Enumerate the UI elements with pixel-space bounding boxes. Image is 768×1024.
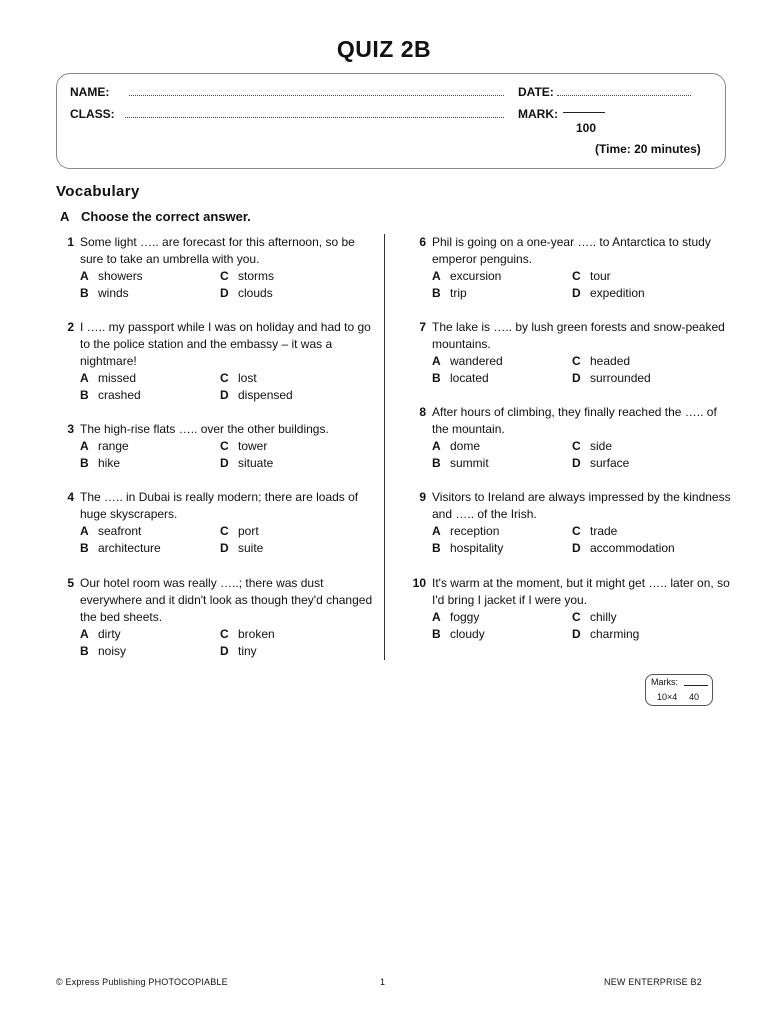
answer-option[interactable] — [432, 370, 572, 387]
answer-option[interactable] — [220, 285, 370, 302]
answer-option[interactable] — [80, 523, 220, 540]
answer-option[interactable] — [220, 387, 370, 404]
answer-options — [80, 370, 380, 404]
option-letter: A — [432, 269, 441, 283]
option-text: located — [450, 371, 489, 385]
option-text: architecture — [98, 541, 161, 555]
question-text: Phil is going on a one-year ….. to Antarctica to study emperor penguins. — [432, 235, 711, 266]
option-text: tiny — [238, 644, 257, 658]
question-number: 10 — [412, 576, 426, 590]
option-letter: C — [572, 610, 581, 624]
footer-copyright: © Express Publishing PHOTOCOPIABLE — [56, 977, 228, 987]
answer-options — [80, 268, 380, 302]
option-letter: D — [572, 541, 581, 555]
option-letter: B — [432, 456, 441, 470]
option-text: clouds — [238, 286, 273, 300]
answer-option[interactable] — [80, 540, 220, 557]
answer-option[interactable] — [220, 268, 370, 285]
option-letter: D — [220, 388, 229, 402]
question-number: 2 — [67, 320, 74, 334]
answer-option[interactable] — [572, 455, 722, 472]
answer-options — [432, 609, 732, 643]
option-text: trade — [590, 524, 618, 538]
option-letter: D — [572, 456, 581, 470]
option-text: summit — [450, 456, 489, 470]
option-letter: A — [80, 524, 89, 538]
option-letter: D — [572, 627, 581, 641]
page-title: QUIZ 2B — [336, 36, 432, 62]
answer-option[interactable] — [80, 626, 220, 643]
option-letter: C — [220, 524, 229, 538]
option-text: suite — [238, 541, 264, 555]
marks-label: Marks: — [651, 677, 678, 687]
student-info-box — [56, 73, 726, 169]
marks-field[interactable] — [684, 685, 708, 686]
option-letter: A — [432, 610, 441, 624]
option-letter: C — [220, 269, 229, 283]
option-letter: B — [80, 644, 89, 658]
question-number: 6 — [419, 235, 426, 249]
question-text: Visitors to Ireland are always impressed by the kindness and ….. of the Irish. — [432, 490, 731, 521]
option-text: port — [238, 524, 259, 538]
option-text: surface — [590, 456, 630, 470]
answer-option[interactable] — [572, 353, 722, 370]
footer-page-number: 1 — [380, 977, 386, 987]
answer-options — [432, 353, 732, 387]
marks-multiplier: 10×4 — [657, 692, 678, 702]
answer-option[interactable] — [432, 540, 572, 557]
option-text: crashed — [98, 388, 141, 402]
option-letter: B — [432, 371, 441, 385]
answer-option[interactable] — [572, 609, 722, 626]
option-text: dispensed — [238, 388, 293, 402]
question-6 — [419, 234, 732, 302]
name-field[interactable] — [129, 87, 504, 96]
mark-total: 100 — [576, 121, 597, 135]
answer-option[interactable] — [220, 626, 370, 643]
answer-option[interactable] — [220, 455, 370, 472]
answer-option[interactable] — [572, 268, 722, 285]
question-4 — [67, 489, 380, 557]
option-letter: D — [220, 541, 229, 555]
answer-option[interactable] — [572, 370, 722, 387]
option-letter: A — [432, 354, 441, 368]
question-text: The lake is ….. by lush green forests and snow-peaked mountains. — [432, 320, 725, 351]
answer-option[interactable] — [220, 540, 370, 557]
answer-option[interactable] — [572, 285, 722, 302]
option-text: storms — [238, 269, 274, 283]
option-letter: B — [432, 627, 441, 641]
question-number: 1 — [67, 235, 74, 249]
answer-option[interactable] — [572, 626, 722, 643]
option-text: seafront — [98, 524, 142, 538]
date-label: DATE: — [518, 85, 554, 99]
option-letter: A — [432, 439, 441, 453]
question-text: Our hotel room was really …..; there was dust everywhere and it didn't look as though they'd changed the bed sheets. — [80, 576, 373, 624]
answer-option[interactable] — [432, 353, 572, 370]
answer-option[interactable] — [432, 438, 572, 455]
option-letter: A — [80, 627, 89, 641]
mark-label: MARK: — [518, 107, 558, 121]
answer-option[interactable] — [432, 609, 572, 626]
footer-book-title: NEW ENTERPRISE B2 — [604, 977, 702, 987]
answer-option[interactable] — [80, 268, 220, 285]
instruction-text: Choose the correct answer. — [81, 209, 251, 224]
option-text: tower — [238, 439, 268, 453]
name-label: NAME: — [70, 85, 110, 99]
answer-options — [80, 523, 380, 557]
answer-option[interactable] — [80, 370, 220, 387]
answer-option[interactable] — [80, 643, 220, 660]
option-letter: D — [220, 456, 229, 470]
option-letter: C — [572, 354, 581, 368]
option-text: reception — [450, 524, 500, 538]
answer-option[interactable] — [220, 523, 370, 540]
option-text: foggy — [450, 610, 480, 624]
option-text: lost — [238, 371, 257, 385]
answer-options — [80, 626, 380, 660]
answer-options — [432, 438, 732, 472]
option-letter: C — [572, 524, 581, 538]
question-1 — [67, 234, 380, 302]
answer-option[interactable] — [220, 643, 370, 660]
option-text: excursion — [450, 269, 502, 283]
answer-option[interactable] — [80, 438, 220, 455]
option-letter: B — [80, 388, 89, 402]
answer-option[interactable] — [220, 438, 370, 455]
option-text: side — [590, 439, 613, 453]
marks-box — [645, 674, 713, 706]
option-text: noisy — [98, 644, 127, 658]
option-letter: B — [432, 541, 441, 555]
answer-option[interactable] — [432, 455, 572, 472]
option-letter: C — [220, 627, 229, 641]
answer-option[interactable] — [432, 523, 572, 540]
question-9 — [419, 489, 732, 557]
answer-options — [80, 438, 380, 472]
option-text: dirty — [98, 627, 121, 641]
answer-options — [432, 268, 732, 302]
question-number: 8 — [419, 405, 426, 419]
answer-options — [432, 523, 732, 557]
option-letter: D — [572, 371, 581, 385]
option-text: dome — [450, 439, 481, 453]
option-text: broken — [238, 627, 275, 641]
option-text: trip — [450, 286, 467, 300]
option-letter: B — [80, 286, 89, 300]
option-letter: B — [80, 456, 89, 470]
option-text: chilly — [590, 610, 617, 624]
section-heading: Vocabulary — [56, 183, 140, 200]
option-text: wandered — [450, 354, 503, 368]
question-7 — [419, 319, 732, 387]
class-label: CLASS: — [70, 107, 115, 121]
option-letter: A — [80, 269, 89, 283]
answer-option[interactable] — [572, 523, 722, 540]
question-text: The high-rise flats ….. over the other buildings. — [80, 422, 329, 436]
option-letter: B — [432, 286, 441, 300]
option-text: hike — [98, 456, 121, 470]
option-text: winds — [98, 286, 129, 300]
option-text: missed — [98, 371, 137, 385]
option-text: situate — [238, 456, 274, 470]
answer-option[interactable] — [80, 455, 220, 472]
answer-option[interactable] — [432, 268, 572, 285]
instruction — [60, 209, 251, 224]
question-3 — [67, 421, 380, 472]
option-letter: C — [220, 439, 229, 453]
answer-option[interactable] — [572, 438, 722, 455]
option-text: surrounded — [590, 371, 651, 385]
question-text: It's warm at the moment, but it might get ….. later on, so I'd bring I jacket if I were you. — [432, 576, 730, 607]
question-2 — [67, 319, 380, 404]
option-letter: C — [572, 269, 581, 283]
option-text: cloudy — [450, 627, 485, 641]
option-text: headed — [590, 354, 631, 368]
option-letter: D — [220, 644, 229, 658]
question-text: The ….. in Dubai is really modern; there are loads of huge skyscrapers. — [80, 490, 359, 521]
question-number: 7 — [419, 320, 426, 334]
instruction-letter: A — [60, 209, 70, 224]
option-text: hospitality — [450, 541, 504, 555]
question-5 — [67, 575, 380, 660]
question-number: 4 — [67, 490, 74, 504]
answer-option[interactable] — [220, 370, 370, 387]
time-limit: (Time: 20 minutes) — [595, 142, 701, 156]
option-letter: C — [220, 371, 229, 385]
marks-total: 40 — [689, 692, 700, 702]
option-letter: D — [572, 286, 581, 300]
option-text: accommodation — [590, 541, 675, 555]
answer-option[interactable] — [80, 285, 220, 302]
answer-option[interactable] — [80, 387, 220, 404]
option-text: charming — [590, 627, 640, 641]
question-number: 3 — [67, 422, 74, 436]
question-8 — [419, 404, 732, 472]
option-letter: B — [80, 541, 89, 555]
option-letter: A — [80, 371, 89, 385]
question-text: I ….. my passport while I was on holiday and had to go to the police station and the embassy – it was a nightmare! — [80, 320, 371, 368]
question-number: 5 — [67, 576, 74, 590]
column-divider — [384, 234, 385, 660]
option-text: tour — [590, 269, 611, 283]
answer-option[interactable] — [572, 540, 722, 557]
question-text: After hours of climbing, they finally reached the ….. of the mountain. — [432, 405, 717, 436]
option-text: range — [98, 439, 129, 453]
option-text: expedition — [590, 286, 645, 300]
option-letter: C — [572, 439, 581, 453]
question-text: Some light ….. are forecast for this afternoon, so be sure to take an umbrella with you. — [80, 235, 355, 266]
question-10 — [412, 575, 732, 643]
option-text: showers — [98, 269, 143, 283]
answer-option[interactable] — [432, 285, 572, 302]
date-field[interactable] — [557, 87, 691, 96]
answer-option[interactable] — [432, 626, 572, 643]
mark-field[interactable] — [563, 112, 605, 113]
question-number: 9 — [419, 490, 426, 504]
option-letter: D — [220, 286, 229, 300]
class-field[interactable] — [125, 109, 504, 118]
option-letter: A — [432, 524, 441, 538]
option-letter: A — [80, 439, 89, 453]
